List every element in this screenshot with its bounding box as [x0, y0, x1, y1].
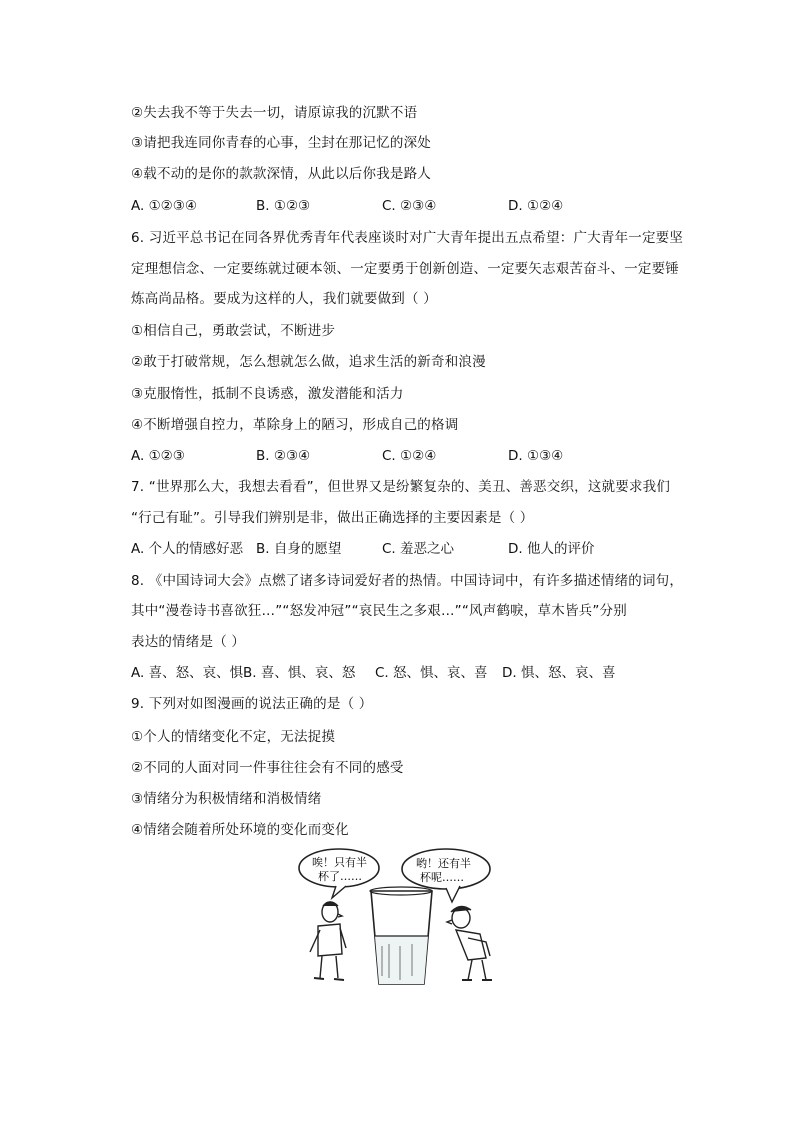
q5-option-d: D. ①②④	[508, 198, 564, 214]
q7-option-d: D. 他人的评价	[508, 541, 595, 557]
q5-option-a: A. ①②③④	[131, 198, 197, 214]
left-bubble-text-2: 杯了……	[318, 870, 362, 883]
left-bubble-text-1: 唉！只有半	[312, 856, 367, 869]
q8-stem-line-1: 8. 《中国诗词大会》点燃了诸多诗词爱好者的热情。中国诗词中，有许多描述情绪的词句，	[131, 573, 684, 589]
q5-statement-2: ②失去我不等于失去一切，请原谅我的沉默不语	[131, 105, 418, 121]
q6-statement-2: ②敢于打破常规，怎么想就怎么做，追求生活的新奇和浪漫	[131, 354, 486, 370]
q8-stem-line-3: 表达的情绪是（ ）	[131, 634, 246, 650]
left-speech-bubble	[299, 849, 379, 898]
q8-stem-line-2: 其中“漫卷诗书喜欲狂…”“怒发冲冠”“哀民生之多艰…”“风声鹤唳，草木皆兵”分别	[131, 603, 627, 619]
q6-statement-1: ①相信自己，勇敢尝试，不断进步	[131, 323, 336, 339]
q5-statement-3: ③请把我连同你青春的心事，尘封在那记忆的深处	[131, 135, 432, 151]
q8-option-c: C. 怒、惧、哀、喜	[375, 665, 488, 681]
q9-statement-2: ②不同的人面对同一件事往往会有不同的感受	[131, 760, 404, 776]
q6-option-a: A. ①②③	[131, 448, 185, 464]
optimist-man-figure	[447, 906, 492, 980]
q7-stem-line-1: 7. “世界那么大，我想去看看”，但世界又是纷繁复杂的、美丑、善恶交织，这就要求我们	[131, 479, 671, 495]
q9-statement-1: ①个人的情绪变化不定，无法捉摸	[131, 729, 336, 745]
q7-option-b: B. 自身的愿望	[256, 541, 342, 557]
q6-stem-line-3: 炼高尚品格。要成为这样的人，我们就要做到（ ）	[131, 291, 437, 307]
q8-option-b: B. 喜、惧、哀、怒	[243, 665, 356, 681]
q6-stem-line-1: 6. 习近平总书记在同各界优秀青年代表座谈时对广大青年提出五点希望：广大青年一定要坚	[131, 230, 684, 246]
half-glass-cartoon	[296, 846, 504, 986]
pessimist-man-figure	[310, 902, 346, 980]
q6-statement-3: ③克服惰性，抵制不良诱惑，激发潜能和活力	[131, 386, 404, 402]
right-bubble-text-2: 杯呢……	[420, 871, 464, 884]
q9-statement-4: ④情绪会随着所处环境的变化而变化	[131, 822, 349, 838]
q6-option-c: C. ①②④	[382, 448, 437, 464]
q6-statement-4: ④不断增强自控力，革除身上的陋习，形成自己的格调	[131, 417, 459, 433]
q5-option-c: C. ②③④	[382, 198, 437, 214]
right-bubble-text-1: 哟！还有半	[416, 857, 471, 870]
q7-option-c: C. 羞恶之心	[382, 541, 455, 557]
q8-option-d: D. 惧、怒、哀、喜	[502, 665, 616, 681]
q5-option-b: B. ①②③	[256, 198, 311, 214]
q9-stem: 9. 下列对如图漫画的说法正确的是（ ）	[131, 696, 373, 712]
q8-option-a: A. 喜、怒、哀、惧	[131, 665, 244, 681]
q6-option-d: D. ①③④	[508, 448, 564, 464]
q9-statement-3: ③情绪分为积极情绪和消极情绪	[131, 791, 322, 807]
q6-option-b: B. ②③④	[256, 448, 311, 464]
q7-option-a: A. 个人的情感好恶	[131, 541, 244, 557]
q7-stem-line-2: “行己有耻”。引导我们辨别是非，做出正确选择的主要因素是（ ）	[131, 510, 534, 526]
q5-statement-4: ④载不动的是你的款款深情，从此以后你我是路人	[131, 166, 432, 182]
glass-icon	[370, 887, 432, 984]
q6-stem-line-2: 定理想信念、一定要练就过硬本领、一定要勇于创新创造、一定要矢志艰苦奋斗、一定要锤	[131, 261, 679, 277]
